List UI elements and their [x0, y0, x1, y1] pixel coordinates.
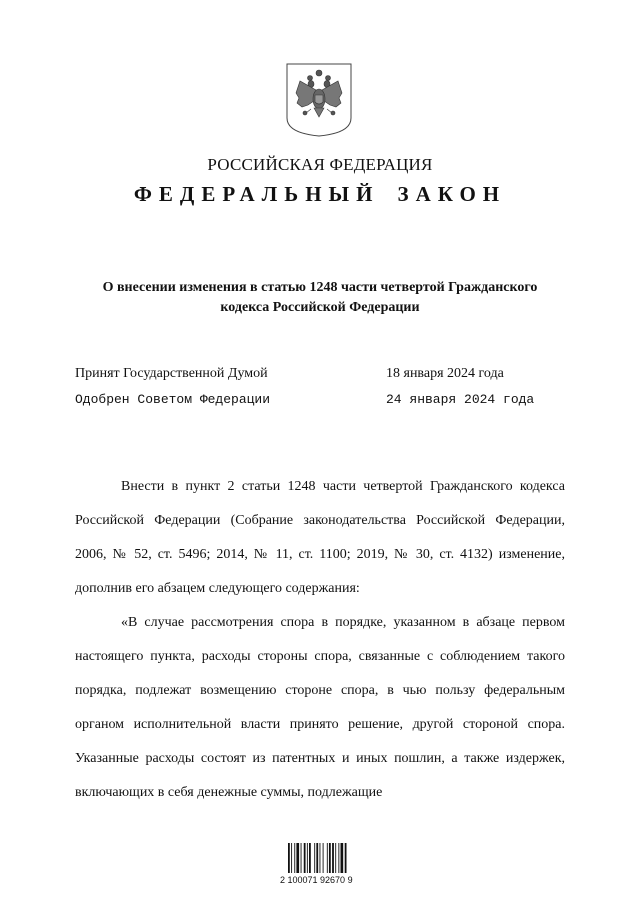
- barcode-bar: [294, 843, 295, 873]
- law-title-line: кодекса Российской Федерации: [220, 300, 420, 315]
- barcode-bar: [323, 843, 324, 873]
- double-headed-eagle-icon: [296, 70, 342, 117]
- body-paragraph: Внести в пункт 2 статьи 1248 части четвертой Гражданского кодекса Российской Федерации (Собрание законодательства Российской Федерации, 2006, № 52, ст. 5496; 2014, № 11, ст. 1100; 2019, № 30, ст. 4132) изменение, дополнив его абзацем следующего содержания:: [75, 479, 565, 596]
- barcode-bar: [341, 843, 344, 873]
- barcode-bar: [332, 843, 334, 873]
- barcode-bar: [304, 843, 306, 873]
- adopted-by-duma-label: Принят Государственной Думой: [75, 366, 268, 381]
- document-type: [0, 182, 640, 207]
- adopted-by-duma-date: 18 января 2024 года: [386, 366, 504, 381]
- body-paragraph: «В случае рассмотрения спора в порядке, указанном в абзаце первом настоящего пункта, расходы стороны спора, связанные с соблюдением такого порядка, подлежат возмещению стороне спора, в чью пользу федеральным органом исполнительной власти принято решение, другой стороной спора. Указанные расходы состоят из патентных и иных пошлин, а также издержек, включающих в себя денежные суммы, подлежащие: [75, 615, 565, 800]
- barcode-image: [288, 843, 350, 893]
- law-title: [70, 278, 570, 318]
- country-name: РОССИЙСКАЯ ФЕДЕРАЦИЯ: [207, 155, 433, 174]
- law-body: [75, 470, 565, 810]
- barcode-bar: [320, 843, 321, 873]
- barcode-bar: [338, 843, 339, 873]
- barcode-bar: [291, 843, 292, 873]
- barcode-bar: [307, 843, 308, 873]
- barcode-bar: [335, 843, 336, 873]
- coat-of-arms-emblem: [286, 63, 352, 137]
- barcode-bar: [314, 843, 315, 873]
- approved-by-council-date: 24 января 2024 года: [386, 392, 535, 407]
- barcode-bar: [309, 843, 311, 873]
- barcode-bar: [316, 843, 318, 873]
- barcode-bar: [288, 843, 290, 873]
- law-title-line: О внесении изменения в статью 1248 части четвертой Гражданского: [102, 280, 538, 295]
- barcode-bar: [301, 843, 302, 873]
- approved-by-council-label: Одобрен Советом Федерации: [75, 392, 271, 407]
- barcode-bar: [296, 843, 299, 873]
- document-type-word1: ФЕДЕРАЛЬНЫЙ: [133, 182, 380, 206]
- barcode-bar: [345, 843, 347, 873]
- barcode-bar: [329, 843, 331, 873]
- document-type-word2: ЗАКОН: [397, 182, 507, 206]
- barcode-bar: [327, 843, 328, 873]
- barcode-number: 2 100071 92670 9: [280, 875, 353, 885]
